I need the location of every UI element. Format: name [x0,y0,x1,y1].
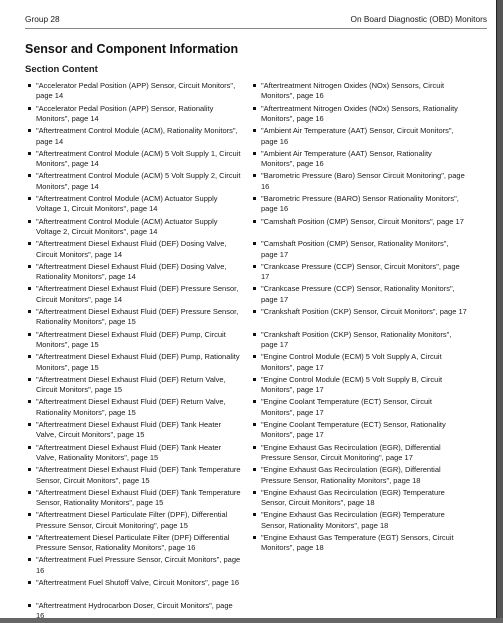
toc-link[interactable]: "Aftertreatment Diesel Exhaust Fluid (DEF) Dosing Valve, Rationality Monitors", page 14 [28,262,242,285]
toc-link[interactable]: "Aftertreatment Diesel Exhaust Fluid (DEF) Tank Temperature Sensor, Circuit Monitors", page 15 [28,465,242,488]
toc-link[interactable]: "Crankcase Pressure (CCP) Sensor, Circuit Monitors", page 17 [253,262,467,285]
toc-link[interactable]: "Aftertreatment Diesel Exhaust Fluid (DEF) Tank Temperature Sensor, Rationality Monitors", page 15 [28,488,242,511]
toc-link[interactable]: "Aftertreatment Diesel Exhaust Fluid (DEF) Pump, Rationality Monitors", page 15 [28,352,242,375]
toc-link[interactable]: "Aftertreatment Diesel Exhaust Fluid (DEF) Return Valve, Rationality Monitors", page 15 [28,397,242,420]
toc-link[interactable]: "Crankshaft Position (CKP) Sensor, Circuit Monitors", page 17 [253,307,467,330]
toc-link[interactable]: "Engine Coolant Temperature (ECT) Sensor, Rationality Monitors", page 17 [253,420,467,443]
toc-link[interactable]: "Camshaft Position (CMP) Sensor, Rationality Monitors", page 17 [253,239,467,262]
toc-link[interactable]: "Aftertreatment Diesel Exhaust Fluid (DEF) Return Valve, Circuit Monitors", page 15 [28,375,242,398]
content-list-right [253,81,467,555]
toc-link[interactable]: "Crankshaft Position (CKP) Sensor, Rationality Monitors", page 17 [253,330,467,353]
toc-link[interactable]: "Engine Exhaust Gas Recirculation (EGR), Differential Pressure Sensor, Circuit Monitoring", page 17 [253,443,467,466]
toc-link[interactable]: "Ambient Air Temperature (AAT) Sensor, Rationality Monitors", page 16 [253,149,467,172]
toc-link[interactable]: "Aftertreatment Control Module (ACM) 5 Volt Supply 1, Circuit Monitors", page 14 [28,149,242,172]
toc-link[interactable]: "Crankcase Pressure (CCP) Sensor, Rationality Monitors", page 17 [253,284,467,307]
toc-link[interactable]: "Engine Exhaust Gas Temperature (EGT) Sensors, Circuit Monitors", page 18 [253,533,467,556]
toc-link[interactable]: "Aftertreatment Nitrogen Oxides (NOx) Sensors, Rationality Monitors", page 16 [253,104,467,127]
toc-link[interactable]: "Aftertreatment Fuel Shutoff Valve, Circuit Monitors", page 16 [28,578,242,601]
toc-link[interactable]: "Aftertreatment Diesel Exhaust Fluid (DEF) Pressure Sensor, Rationality Monitors", page 15 [28,307,242,330]
toc-link[interactable]: "Aftertreatment Control Module (ACM) Actuator Supply Voltage 1, Circuit Monitors", page 14 [28,194,242,217]
toc-link[interactable]: "Aftertreatement Diesel Particulate Filter (DPF) Differential Pressure Sensor, Rationality Monitors", page 16 [28,533,242,556]
toc-link[interactable]: "Aftertreatment Hydrocarbon Doser, Circuit Monitors", page 16 [28,601,242,623]
header-divider [25,28,487,29]
toc-link[interactable]: "Aftertreatment Diesel Exhaust Fluid (DEF) Tank Heater Valve, Circuit Monitors", page 15 [28,420,242,443]
toc-link[interactable]: "Accelerator Pedal Position (APP) Sensor, Rationality Monitors", page 14 [28,104,242,127]
toc-link[interactable]: "Engine Exhaust Gas Recirculation (EGR) Temperature Sensor, Circuit Monitors", page 18 [253,488,467,511]
toc-link[interactable]: "Engine Coolant Temperature (ECT) Sensor, Circuit Monitors", page 17 [253,397,467,420]
group-label: Group 28 [25,14,60,24]
toc-link[interactable]: "Ambient Air Temperature (AAT) Sensor, Circuit Monitors", page 16 [253,126,467,149]
section-heading: Section Content [25,64,98,75]
toc-link[interactable]: "Aftertreatment Diesel Exhaust Fluid (DEF) Dosing Valve, Circuit Monitors", page 14 [28,239,242,262]
toc-link[interactable]: "Engine Control Module (ECM) 5 Volt Supply A, Circuit Monitors", page 17 [253,352,467,375]
page-title: Sensor and Component Information [25,42,239,56]
toc-link[interactable]: "Barometric Pressure (Baro) Sensor Circuit Monitoring", page 16 [253,171,467,194]
toc-link[interactable]: "Aftertreatment Diesel Exhaust Fluid (DEF) Pressure Sensor, Circuit Monitors", page 14 [28,284,242,307]
content-list-left [28,81,242,623]
toc-link[interactable]: "Accelerator Pedal Position (APP) Sensor, Circuit Monitors", page 14 [28,81,242,104]
toc-link[interactable]: "Engine Exhaust Gas Recirculation (EGR) Temperature Sensor, Rationality Monitors", page 18 [253,510,467,533]
toc-link[interactable]: "Aftertreatment Control Module (ACM) 5 Volt Supply 2, Circuit Monitors", page 14 [28,171,242,194]
toc-link[interactable]: "Aftertreatment Diesel Particulate Filter (DPF), Differential Pressure Sensor, Circuit Monitoring", page 15 [28,510,242,533]
toc-link[interactable]: "Aftertreatment Nitrogen Oxides (NOx) Sensors, Circuit Monitors", page 16 [253,81,467,104]
page-header [25,11,487,27]
section-label: On Board Diagnostic (OBD) Monitors [350,14,487,24]
toc-link[interactable]: "Aftertreatment Diesel Exhaust Fluid (DEF) Tank Heater Valve, Rationality Monitors", page 15 [28,443,242,466]
toc-link[interactable]: "Aftertreatment Control Module (ACM), Rationality Monitors", page 14 [28,126,242,149]
toc-link[interactable]: "Aftertreatment Diesel Exhaust Fluid (DEF) Pump, Circuit Monitors", page 15 [28,330,242,353]
toc-link[interactable]: "Barometric Pressure (BARO) Sensor Rationality Monitors", page 16 [253,194,467,217]
toc-link[interactable]: "Engine Control Module (ECM) 5 Volt Supply B, Circuit Monitors", page 17 [253,375,467,398]
toc-link[interactable]: "Aftertreatment Control Module (ACM) Actuator Supply Voltage 2, Circuit Monitors", page 14 [28,217,242,240]
toc-link[interactable]: "Camshaft Position (CMP) Sensor, Circuit Monitors", page 17 [253,217,467,240]
toc-link[interactable]: "Aftertreatment Fuel Pressure Sensor, Circuit Monitors", page 16 [28,555,242,578]
toc-link[interactable]: "Engine Exhaust Gas Recirculation (EGR), Differential Pressure Sensor, Rationality Monitors", page 18 [253,465,467,488]
page-edge-right [496,0,503,623]
